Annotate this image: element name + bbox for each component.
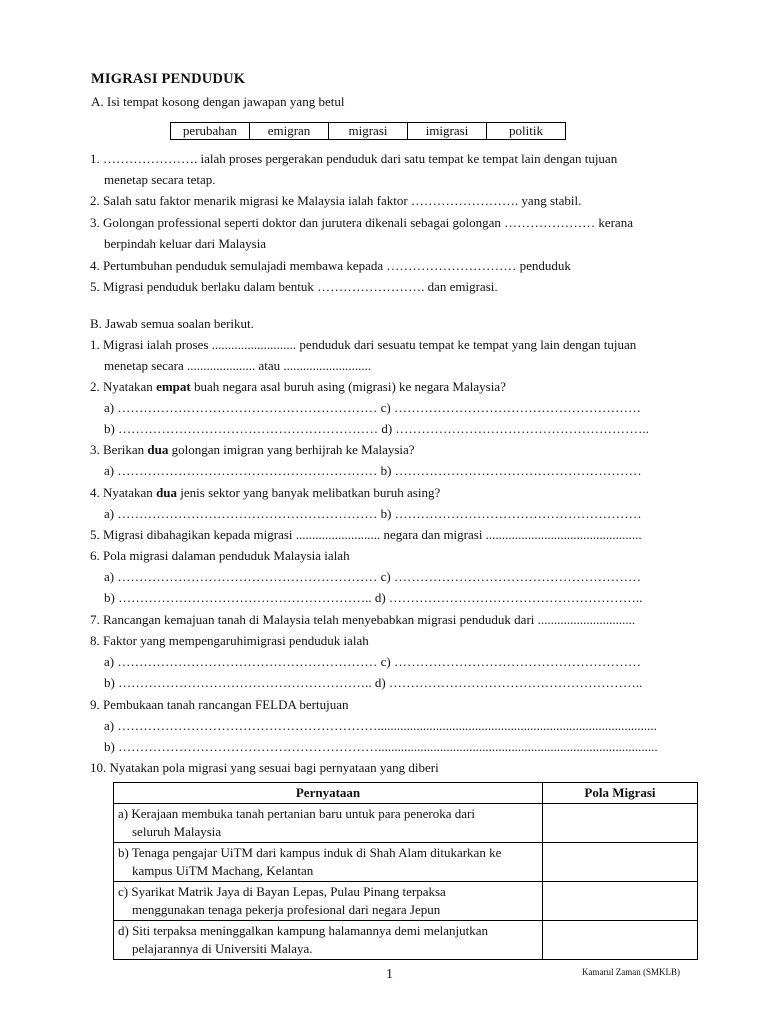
question-a4: 4. Pertumbuhan penduduk semulajadi membawa kepada ………………………… penduduk	[90, 258, 571, 273]
page-number: 1	[386, 967, 393, 982]
table-row	[114, 843, 698, 882]
answer-line: a) …………………………………………………… c) …………………………………………………	[104, 654, 641, 669]
question-b7: 7. Rancangan kemajuan tanah di Malaysia telah menyebabkan migrasi penduduk dari ..............................	[90, 612, 636, 627]
column-header-statement: Pernyataan	[114, 783, 543, 804]
question-a2: 2. Salah satu faktor menarik migrasi ke Malaysia ialah faktor ……………………. yang stabil.	[90, 193, 582, 208]
answer-line: a) …………………………………………………… b) …………………………………………………	[104, 506, 642, 521]
statement-cell	[114, 804, 543, 843]
answer-line: a) ……………………………………………………......................................................................................	[104, 718, 657, 733]
statement-line: seluruh Malaysia	[132, 824, 222, 839]
section-a-heading: A. Isi tempat kosong dengan jawapan yang betul	[91, 94, 345, 109]
statement-line: kampus UiTM Machang, Kelantan	[132, 863, 314, 878]
statement-cell	[114, 843, 543, 882]
question-a3-cont: berpindah keluar dari Malaysia	[104, 236, 267, 251]
answer-line: a) …………………………………………………… c) …………………………………………………	[104, 569, 641, 584]
question-b2: 2. Nyatakan empat buah negara asal buruh asing (migrasi) ke negara Malaysia?	[90, 379, 506, 394]
question-b1: 1. Migrasi ialah proses .......................... penduduk dari sesuatu tempat ke tempat yang lain dengan tujuan	[90, 337, 637, 352]
statement-cell	[114, 921, 543, 960]
answer-line: b) …………………………………………………… d) …………………………………………………..	[104, 421, 649, 436]
answer-cell[interactable]	[543, 843, 698, 882]
statement-line: d) Siti terpaksa meninggalkan kampung halamannya demi melanjutkan	[118, 923, 489, 938]
answer-cell[interactable]	[543, 882, 698, 921]
table-row	[114, 921, 698, 960]
answer-cell[interactable]	[543, 921, 698, 960]
question-b8: 8. Faktor yang mempengaruhimigrasi penduduk ialah	[90, 633, 369, 648]
migration-pattern-table	[113, 782, 698, 960]
word-bank	[170, 122, 566, 140]
statement-line: b) Tenaga pengajar UiTM dari kampus induk di Shah Alam ditukarkan ke	[118, 845, 502, 860]
question-b10: 10. Nyatakan pola migrasi yang sesuai bagi pernyataan yang diberi	[90, 760, 439, 775]
answer-line: b) ………………………………………………….. d) …………………………………………………..	[104, 590, 643, 605]
word-bank-item: migrasi	[329, 123, 408, 139]
statement-cell	[114, 882, 543, 921]
table-header-row	[114, 783, 698, 804]
word-bank-item: imigrasi	[408, 123, 487, 139]
question-a1: 1. …………………. ialah proses pergerakan penduduk dari satu tempat ke tempat lain dengan tujuan	[90, 151, 618, 166]
word-bank-item: perubahan	[171, 123, 250, 139]
word-bank-item: emigran	[250, 123, 329, 139]
answer-line: b) ……………………………………………………......................................................................................	[104, 739, 658, 754]
table-row	[114, 882, 698, 921]
question-b6: 6. Pola migrasi dalaman penduduk Malaysia ialah	[90, 548, 350, 563]
column-header-pattern: Pola Migrasi	[543, 783, 698, 804]
statement-line: pelajarannya di Universiti Malaya.	[132, 941, 313, 956]
answer-line: a) …………………………………………………… b) …………………………………………………	[104, 463, 642, 478]
answer-cell[interactable]	[543, 804, 698, 843]
question-a1-cont: menetap secara tetap.	[104, 172, 216, 187]
question-b3: 3. Berikan dua golongan imigran yang berhijrah ke Malaysia?	[90, 442, 415, 457]
question-a3: 3. Golongan professional seperti doktor dan jurutera dikenali sebagai golongan ………………… kerana	[90, 215, 633, 230]
question-a5: 5. Migrasi penduduk berlaku dalam bentuk ……………………. dan emigrasi.	[90, 279, 498, 294]
answer-line: b) ………………………………………………….. d) …………………………………………………..	[104, 675, 643, 690]
page-title: MIGRASI PENDUDUK	[91, 71, 246, 87]
question-b1-cont: menetap secara ..................... atau ...........................	[104, 358, 372, 373]
section-b-heading: B. Jawab semua soalan berikut.	[90, 316, 254, 331]
question-b5: 5. Migrasi dibahagikan kepada migrasi .......................... negara dan migrasi ................................................	[90, 527, 642, 542]
statement-line: menggunakan tenaga pekerja profesional dari negara Jepun	[132, 902, 441, 917]
word-bank-item: politik	[509, 123, 543, 138]
question-b9: 9. Pembukaan tanah rancangan FELDA bertujuan	[90, 697, 349, 712]
question-b4: 4. Nyatakan dua jenis sektor yang banyak melibatkan buruh asing?	[90, 485, 441, 500]
table-row	[114, 804, 698, 843]
statement-line: c) Syarikat Matrik Jaya di Bayan Lepas, Pulau Pinang terpaksa	[118, 884, 446, 899]
author-credit: Kamarul Zaman (SMKLB)	[582, 967, 680, 977]
statement-line: a) Kerajaan membuka tanah pertanian baru untuk para peneroka dari	[118, 806, 475, 821]
answer-line: a) …………………………………………………… c) …………………………………………………	[104, 400, 641, 415]
